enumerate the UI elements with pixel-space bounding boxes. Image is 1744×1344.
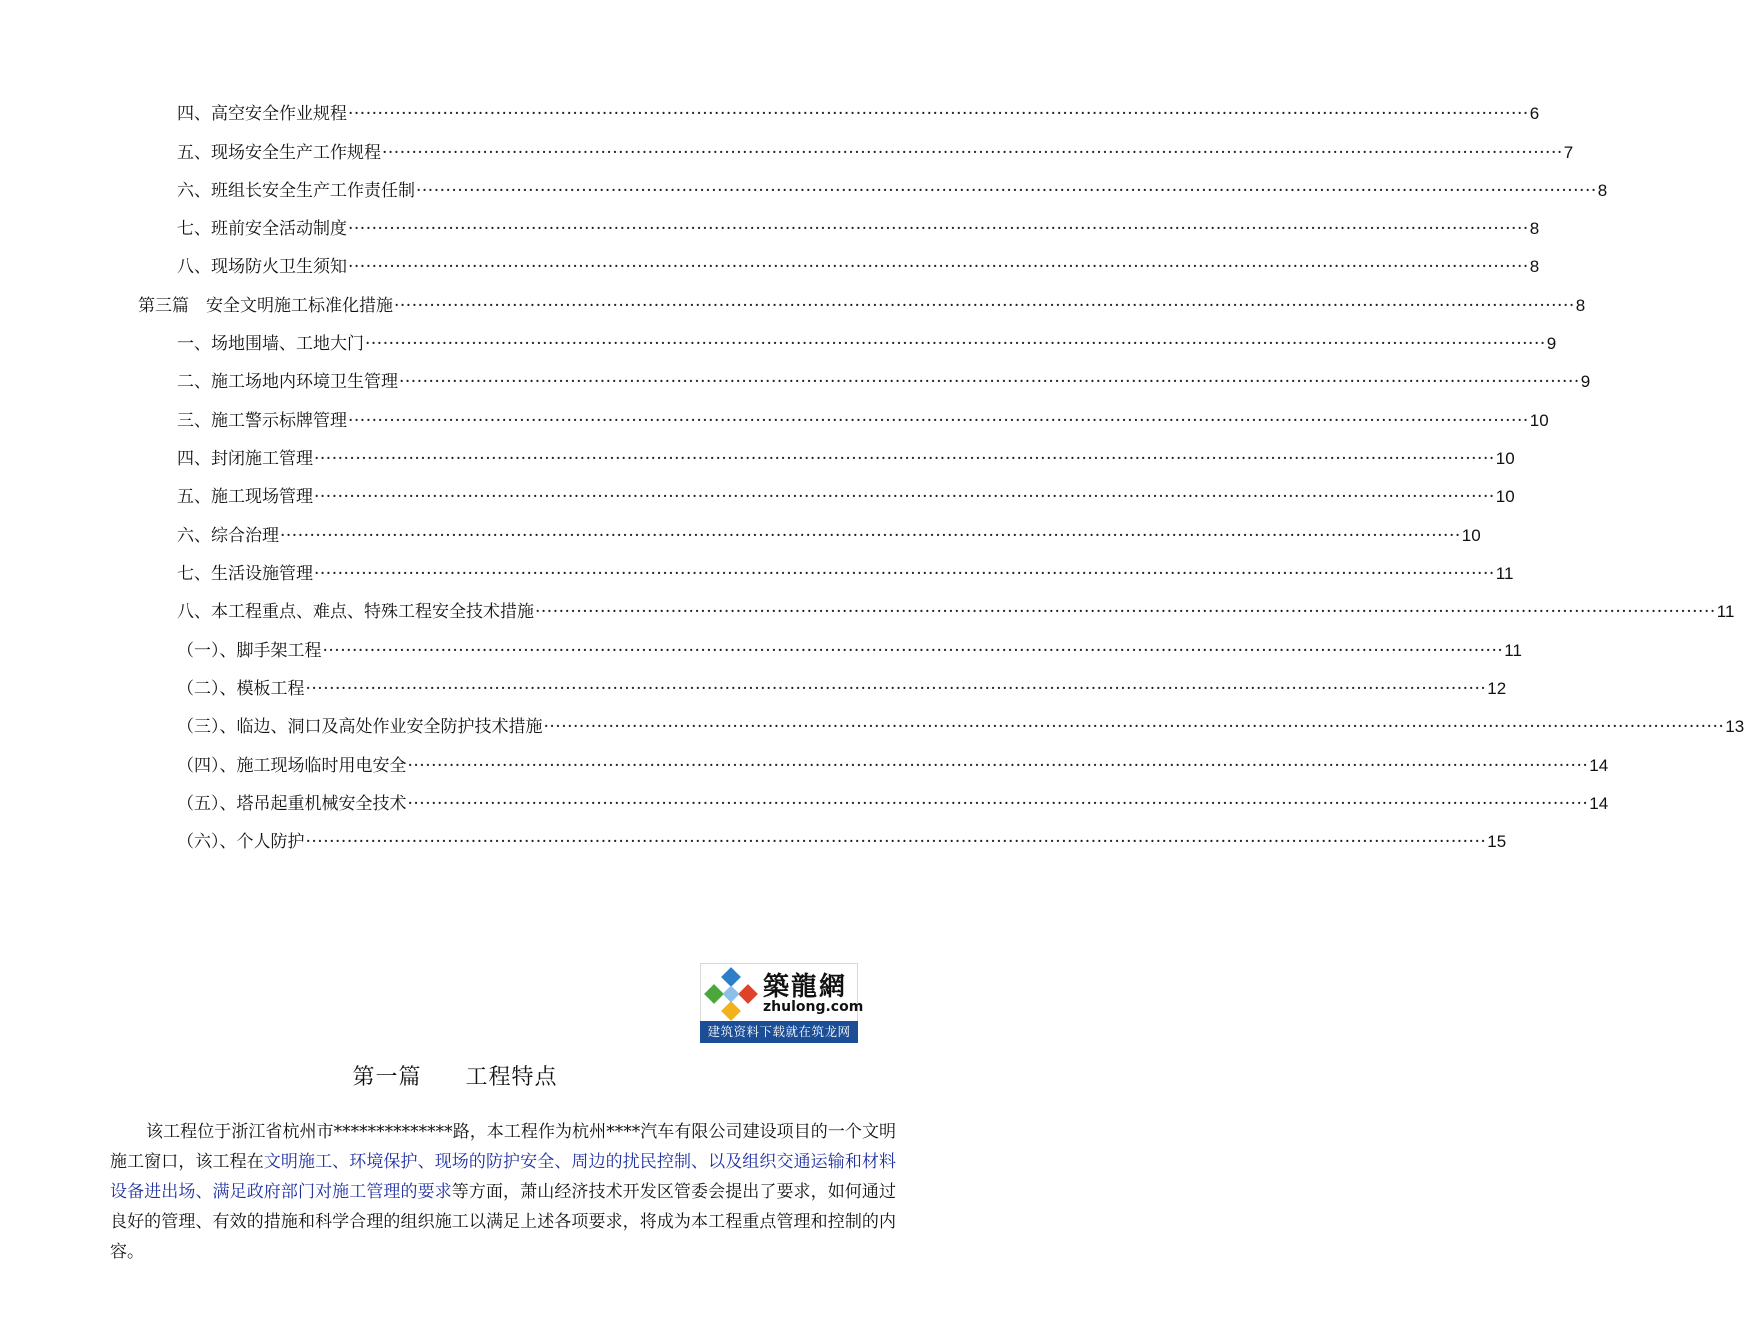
toc-entry[interactable]	[177, 484, 1515, 510]
toc-entry[interactable]	[177, 331, 1557, 357]
toc-entry[interactable]	[177, 216, 1540, 242]
toc-leader-dots: ········································································································································································································	[305, 679, 1487, 699]
toc-subentry[interactable]	[177, 753, 1609, 779]
toc-leader-dots: ········································································································································································································	[348, 104, 1529, 124]
toc-entry-page: 7	[1563, 143, 1574, 162]
toc-entry-page: 8	[1575, 296, 1586, 315]
toc-entry-title: 四、高空安全作业规程	[177, 104, 347, 124]
toc-entry[interactable]	[177, 408, 1549, 434]
toc-subentry[interactable]	[177, 714, 1744, 740]
toc-entry-page: 9	[1546, 334, 1557, 353]
toc-entry-title: 四、封闭施工管理	[177, 449, 313, 469]
toc-leader-dots: ········································································································································································································	[394, 296, 1575, 316]
toc-entry[interactable]	[177, 523, 1481, 549]
toc-entry-page: 10	[1461, 526, 1481, 545]
toc-entry-title: （三）、临边、洞口及高处作业安全防护技术措施	[177, 717, 543, 737]
toc-entry-page: 13	[1725, 717, 1744, 736]
toc-entry-page: 10	[1495, 487, 1515, 506]
section-part: 第一篇	[352, 1065, 422, 1090]
toc-subentry[interactable]	[177, 829, 1507, 855]
toc-entry-title: 五、施工现场管理	[177, 487, 313, 507]
toc-leader-dots: ········································································································································································································	[416, 181, 1597, 201]
zhulong-logo	[700, 963, 864, 1042]
toc-leader-dots: ········································································································································································································	[407, 756, 1589, 776]
toc-entry-title: 八、本工程重点、难点、特殊工程安全技术措施	[177, 602, 534, 622]
toc-leader-dots: ········································································································································································································	[382, 143, 1563, 163]
toc-entry[interactable]	[177, 446, 1515, 472]
toc-entry[interactable]	[177, 101, 1540, 127]
toc-entry-title: 第三篇 安全文明施工标准化措施	[138, 296, 393, 316]
toc-leader-dots: ········································································································································································································	[348, 219, 1529, 239]
toc-leader-dots: ········································································································································································································	[535, 602, 1716, 622]
toc-entry-title: 三、施工警示标牌管理	[177, 411, 347, 431]
toc-entry-page: 10	[1529, 411, 1549, 430]
toc-entry-page: 11	[1495, 564, 1514, 583]
toc-entry-page: 9	[1580, 372, 1591, 391]
toc-entry-page: 11	[1716, 602, 1735, 621]
toc-entry-title: （二）、模板工程	[177, 679, 305, 699]
toc-entry-title: （一）、脚手架工程	[177, 641, 322, 661]
logo-name: 築龍網	[763, 972, 848, 1002]
toc-leader-dots: ········································································································································································································	[314, 564, 1495, 584]
toc-entry-page: 8	[1529, 257, 1540, 276]
toc-entry-title: 七、班前安全活动制度	[177, 219, 347, 239]
body-paragraph	[110, 1117, 896, 1267]
toc-entry-title: 六、综合治理	[177, 526, 279, 546]
paragraph-text: 该工程位于浙江省杭州市**************路，本工程作为杭州****汽车有限公司建设项目的一个文明施工窗口，该工程在	[110, 1122, 896, 1172]
toc-entry-page: 14	[1589, 756, 1609, 775]
toc-leader-dots: ········································································································································································································	[322, 641, 1504, 661]
toc-entry[interactable]	[177, 140, 1574, 166]
toc-entry-page: 12	[1487, 679, 1507, 698]
toc-leader-dots: ········································································································································································································	[305, 832, 1487, 852]
toc-leader-dots: ········································································································································································································	[314, 449, 1495, 469]
toc-entry-title: 五、现场安全生产工作规程	[177, 143, 381, 163]
toc-entry[interactable]	[177, 254, 1540, 280]
toc-leader-dots: ········································································································································································································	[348, 257, 1529, 277]
toc-leader-dots: ········································································································································································································	[280, 526, 1461, 546]
logo-top	[700, 963, 864, 1021]
section-heading	[0, 1060, 910, 1091]
logo-url: zhulong.com	[763, 999, 864, 1015]
toc-entry-page: 6	[1529, 104, 1540, 123]
toc-leader-dots: ········································································································································································································	[348, 411, 1529, 431]
toc-entry[interactable]	[177, 369, 1591, 395]
toc-subentry[interactable]	[177, 638, 1522, 664]
toc-entry-title: （六）、个人防护	[177, 832, 305, 852]
toc-leader-dots: ········································································································································································································	[399, 372, 1580, 392]
toc-entry-page: 8	[1529, 219, 1540, 238]
toc-entry-title: 二、施工场地内环境卫生管理	[177, 372, 398, 392]
zhulong-mark-icon	[705, 968, 757, 1020]
toc-entry-title: 七、生活设施管理	[177, 564, 313, 584]
paragraph-highlight: 文明施工、环境保护、现场的防护安全、周边的扰民控制、以及组织交通运输和材料设备进出场、满足政府部门对施工管理的要求	[110, 1152, 897, 1202]
toc-entry[interactable]	[177, 178, 1608, 204]
toc-entry-title: （四）、施工现场临时用电安全	[177, 756, 407, 776]
toc-entry-page: 15	[1487, 832, 1507, 851]
toc-entry-page: 10	[1495, 449, 1515, 468]
section-title: 工程特点	[465, 1065, 558, 1090]
toc-entry[interactable]	[177, 599, 1735, 625]
toc-part-entry[interactable]	[138, 293, 1586, 319]
toc-entry-title: （五）、塔吊起重机械安全技术	[177, 794, 407, 814]
toc-entry[interactable]	[177, 561, 1514, 587]
toc-leader-dots: ········································································································································································································	[407, 794, 1589, 814]
logo-slogan: 建筑资料下载就在筑龙网	[700, 1021, 858, 1043]
toc-entry-title: 八、现场防火卫生须知	[177, 257, 347, 277]
toc-leader-dots: ········································································································································································································	[365, 334, 1546, 354]
toc-subentry[interactable]	[177, 791, 1609, 817]
toc-entry-page: 11	[1504, 641, 1522, 660]
toc-entry-title: 六、班组长安全生产工作责任制	[177, 181, 415, 201]
toc-leader-dots: ········································································································································································································	[314, 487, 1495, 507]
toc-entry-title: 一、场地围墙、工地大门	[177, 334, 364, 354]
toc-subentry[interactable]	[177, 676, 1507, 702]
toc-entry-page: 14	[1589, 794, 1609, 813]
paragraph-text: 等方面，萧山经济技术开发区管委会提出了要求，如何通过良好的管理、有效的措施和科学合理的组织施工以满足上述各项要求，将成为本工程重点管理和控制的内容。	[110, 1182, 897, 1262]
toc-leader-dots: ········································································································································································································	[543, 717, 1725, 737]
toc-entry-page: 8	[1597, 181, 1608, 200]
